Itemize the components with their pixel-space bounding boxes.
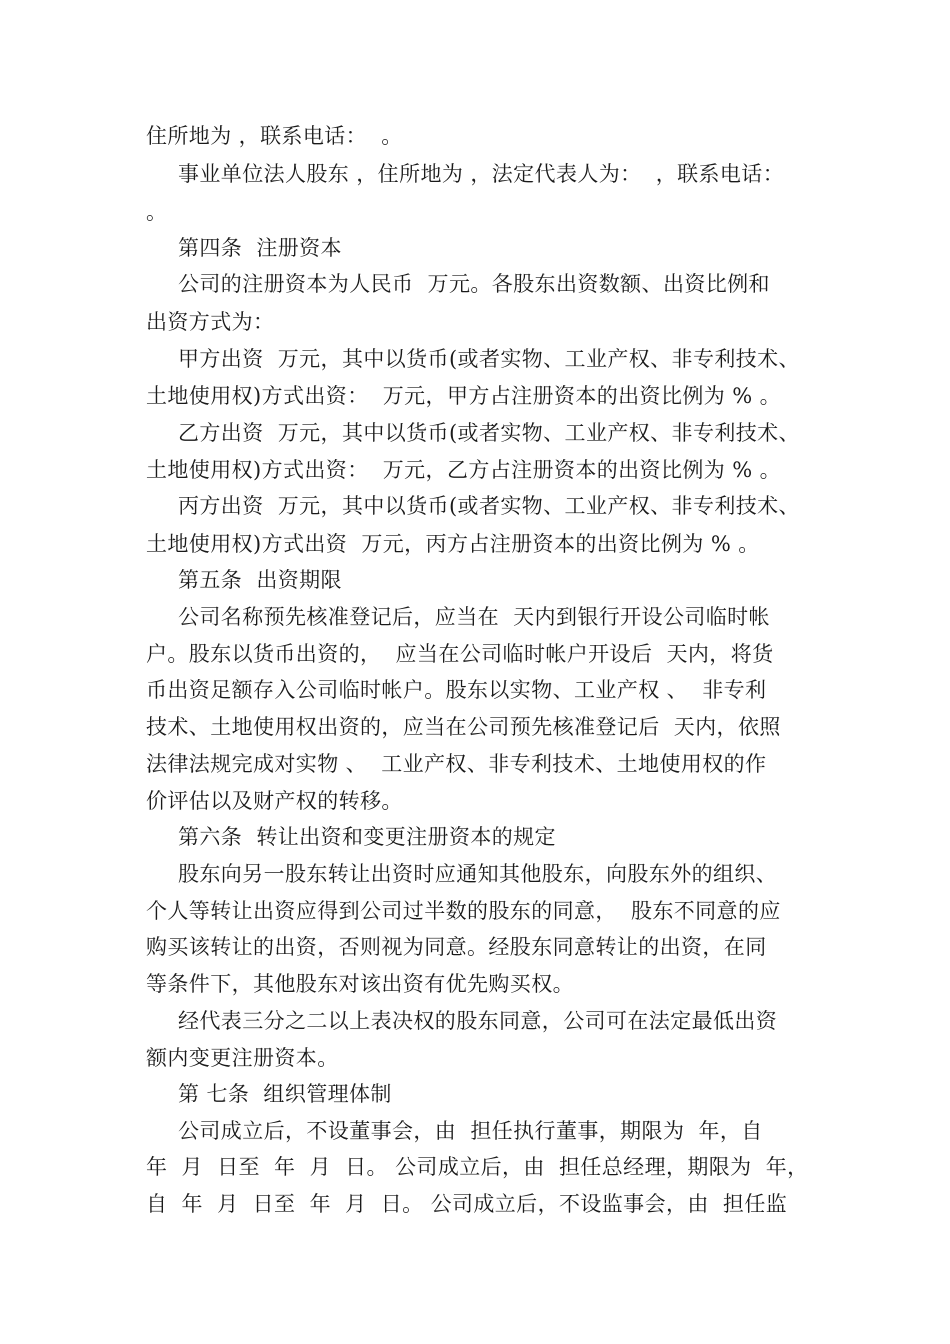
- text-line: 土地使用权)方式出资 万元，丙方占注册资本的出资比例为 % 。: [146, 532, 760, 556]
- text-line: 住所地为 ，联系电话： 。: [146, 124, 403, 148]
- section-heading: 第五条 出资期限: [178, 568, 342, 592]
- text-line: 。: [146, 200, 168, 224]
- text-line: 土地使用权)方式出资： 万元，甲方占注册资本的出资比例为 % 。: [146, 384, 782, 408]
- text-line: 法律法规完成对实物 、 工业产权、非专利技术、土地使用权的作: [146, 752, 767, 776]
- text-line: 户。股东以货币出资的， 应当在公司临时帐户开设后 天内，将货: [146, 642, 774, 666]
- text-line: 等条件下，其他股东对该出资有优先购买权。: [146, 972, 574, 996]
- text-line: 币出资足额存入公司临时帐户。股东以实物、工业产权 、 非专利: [146, 678, 767, 702]
- text-line: 价评估以及财产权的转移。: [146, 789, 403, 813]
- text-line: 技术、土地使用权出资的，应当在公司预先核准登记后 天内，依照: [146, 715, 781, 739]
- text-line: 丙方出资 万元，其中以货币(或者实物、工业产权、非专利技术、: [178, 494, 800, 518]
- text-line: 经代表三分之二以上表决权的股东同意，公司可在法定最低出资: [178, 1009, 778, 1033]
- text-line: 年 月 日至 年 月 日。 公司成立后，由 担任总经理，期限为 年，: [146, 1155, 809, 1179]
- section-heading: 第六条 转让出资和变更注册资本的规定: [178, 825, 556, 849]
- text-line: 土地使用权)方式出资： 万元，乙方占注册资本的出资比例为 % 。: [146, 458, 782, 482]
- text-line: 甲方出资 万元，其中以货币(或者实物、工业产权、非专利技术、: [178, 347, 800, 371]
- text-line: 个人等转让出资应得到公司过半数的股东的同意， 股东不同意的应: [146, 899, 781, 923]
- text-line: 自 年 月 日至 年 月 日。 公司成立后，不设监事会，由 担任监: [146, 1192, 788, 1216]
- text-line: 出资方式为：: [146, 310, 275, 334]
- text-line: 乙方出资 万元，其中以货币(或者实物、工业产权、非专利技术、: [178, 421, 800, 445]
- text-line: 公司成立后，不设董事会，由 担任执行董事，期限为 年，自: [178, 1119, 763, 1143]
- text-line: 股东向另一股东转让出资时应通知其他股东，向股东外的组织、: [178, 862, 778, 886]
- text-line: 公司名称预先核准登记后，应当在 天内到银行开设公司临时帐: [178, 605, 770, 629]
- text-line: 事业单位法人股东 ，住所地为 ，法定代表人为： ，联系电话：: [178, 162, 785, 186]
- section-heading: 第四条 注册资本: [178, 236, 342, 260]
- text-line: 额内变更注册资本。: [146, 1046, 339, 1070]
- section-heading: 第 七条 组织管理体制: [178, 1082, 392, 1106]
- text-line: 购买该转让的出资，否则视为同意。经股东同意转让的出资，在同: [146, 935, 767, 959]
- text-line: 公司的注册资本为人民币 万元。各股东出资数额、出资比例和: [178, 272, 770, 296]
